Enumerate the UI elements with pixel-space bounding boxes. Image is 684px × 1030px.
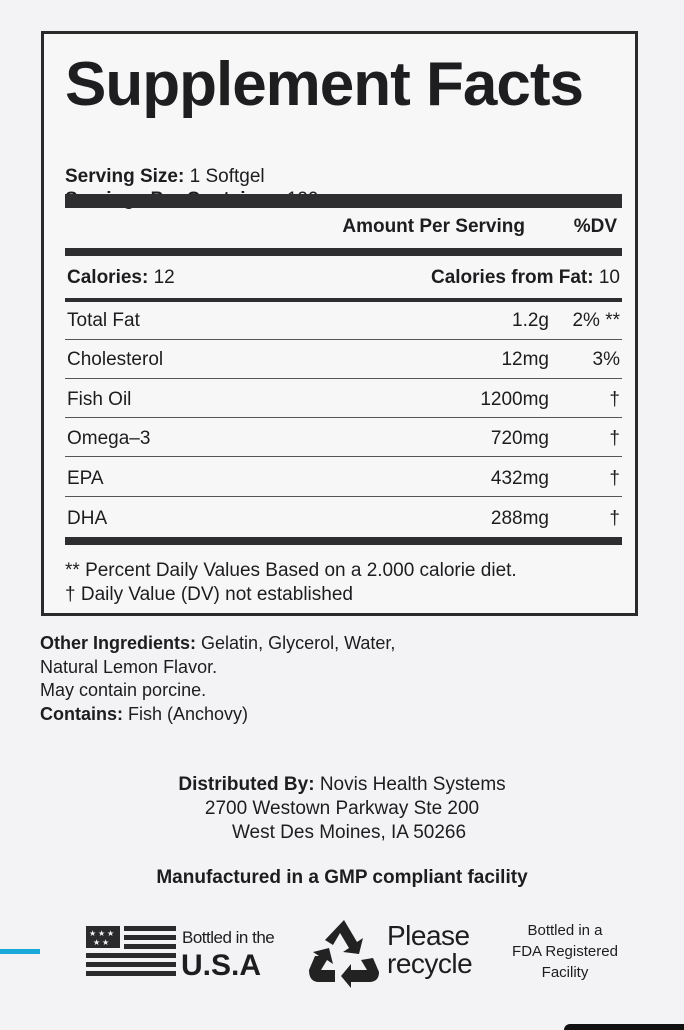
contains-value: Fish (Anchovy) <box>128 703 249 724</box>
table-row <box>65 460 622 498</box>
bottled-in-usa-small: Bottled in the <box>182 928 275 947</box>
footnote-percent-dv: ** Percent Daily Values Based on a 2.000 calorie diet. <box>65 560 517 581</box>
gmp-statement: Manufactured in a GMP compliant facility <box>156 867 528 888</box>
fda-registered-badge <box>505 920 625 983</box>
distributor-block <box>0 773 684 845</box>
distributor-label: Distributed By: <box>178 774 315 795</box>
nutrient-dv: † <box>609 389 620 410</box>
supplement-facts-panel <box>41 31 638 616</box>
nutrient-name: DHA <box>67 508 108 529</box>
us-flag-icon <box>86 926 176 982</box>
ingredients-block <box>40 632 395 726</box>
serving-size-label: Serving Size: <box>65 166 185 187</box>
contains-label: Contains: <box>40 703 123 724</box>
calories-label: Calories: <box>67 267 149 288</box>
serving-size-value: 1 Softgel <box>189 166 265 187</box>
row-divider <box>65 339 622 340</box>
fda-line1: Bottled in a <box>527 922 603 939</box>
nutrient-dv: 2% ** <box>572 310 620 331</box>
nutrient-amount: 12mg <box>501 349 549 370</box>
distributor-line <box>0 773 684 797</box>
row-divider <box>65 417 622 418</box>
nutrient-dv: † <box>609 468 620 489</box>
table-row <box>65 420 622 458</box>
nutrient-dv: † <box>609 428 620 449</box>
distributor-address2: West Des Moines, IA 50266 <box>231 822 467 843</box>
calories-from-fat-label: Calories from Fat: <box>430 267 594 288</box>
nutrient-dv: † <box>609 508 620 529</box>
accent-line <box>0 949 40 954</box>
svg-text:★: ★ <box>89 929 97 938</box>
nutrient-dv: 3% <box>592 349 620 370</box>
row-divider <box>65 456 622 457</box>
row-divider <box>65 496 622 497</box>
svg-text:★: ★ <box>98 929 106 938</box>
recycle-icon <box>307 918 381 988</box>
nutrient-amount: 1.2g <box>512 310 549 331</box>
header-bar <box>65 248 622 256</box>
corner-decoration <box>564 1024 684 1030</box>
serving-size <box>65 165 265 189</box>
distributor-address1: 2700 Westown Parkway Ste 200 <box>204 798 480 819</box>
table-row <box>65 381 622 419</box>
calories-row <box>65 259 622 297</box>
recycle-line2: recycle <box>387 948 473 979</box>
row-divider <box>65 378 622 379</box>
calories <box>67 267 175 289</box>
svg-text:★: ★ <box>93 938 101 947</box>
table-row <box>65 341 622 379</box>
recycle-line1: Please <box>387 920 470 951</box>
nutrient-name: Omega–3 <box>67 428 151 449</box>
nutrient-amount: 1200mg <box>480 389 549 410</box>
svg-text:★: ★ <box>107 929 115 938</box>
footnote-dv-not-established: † Daily Value (DV) not established <box>65 584 353 605</box>
other-ingredients <box>40 632 395 656</box>
nutrient-amount: 288mg <box>490 508 549 529</box>
bottled-in-usa-big: U.S.A <box>181 949 262 982</box>
header-amount: Amount Per Serving <box>342 216 525 237</box>
calories-value: 12 <box>153 267 175 288</box>
other-ingredients-line2: Natural Lemon Flavor. <box>40 656 218 677</box>
nutrient-name: Cholesterol <box>67 349 164 370</box>
fda-line3: Facility <box>541 964 589 981</box>
nutrient-name: Fish Oil <box>67 389 132 410</box>
porcine-notice: May contain porcine. <box>40 680 207 700</box>
header-dv: %DV <box>573 216 617 237</box>
other-ingredients-line1: Gelatin, Glycerol, Water, <box>201 633 396 653</box>
calories-from-fat-value: 10 <box>598 267 620 288</box>
nutrient-amount: 720mg <box>490 428 549 449</box>
top-thick-bar <box>65 194 622 208</box>
panel-title: Supplement Facts <box>65 50 583 119</box>
nutrient-name: Total Fat <box>67 310 140 331</box>
nutrient-name: EPA <box>67 468 104 489</box>
allergen-contains <box>40 703 395 727</box>
distributor-name: Novis Health Systems <box>319 774 506 795</box>
calories-from-fat <box>431 267 620 289</box>
table-row <box>65 302 622 340</box>
other-ingredients-label: Other Ingredients: <box>40 633 197 653</box>
fda-line2: FDA Registered <box>512 943 618 960</box>
nutrient-amount: 432mg <box>490 468 549 489</box>
svg-text:★: ★ <box>102 938 110 947</box>
bottom-bar <box>65 537 622 545</box>
please-recycle <box>387 922 472 978</box>
table-row <box>65 500 622 538</box>
